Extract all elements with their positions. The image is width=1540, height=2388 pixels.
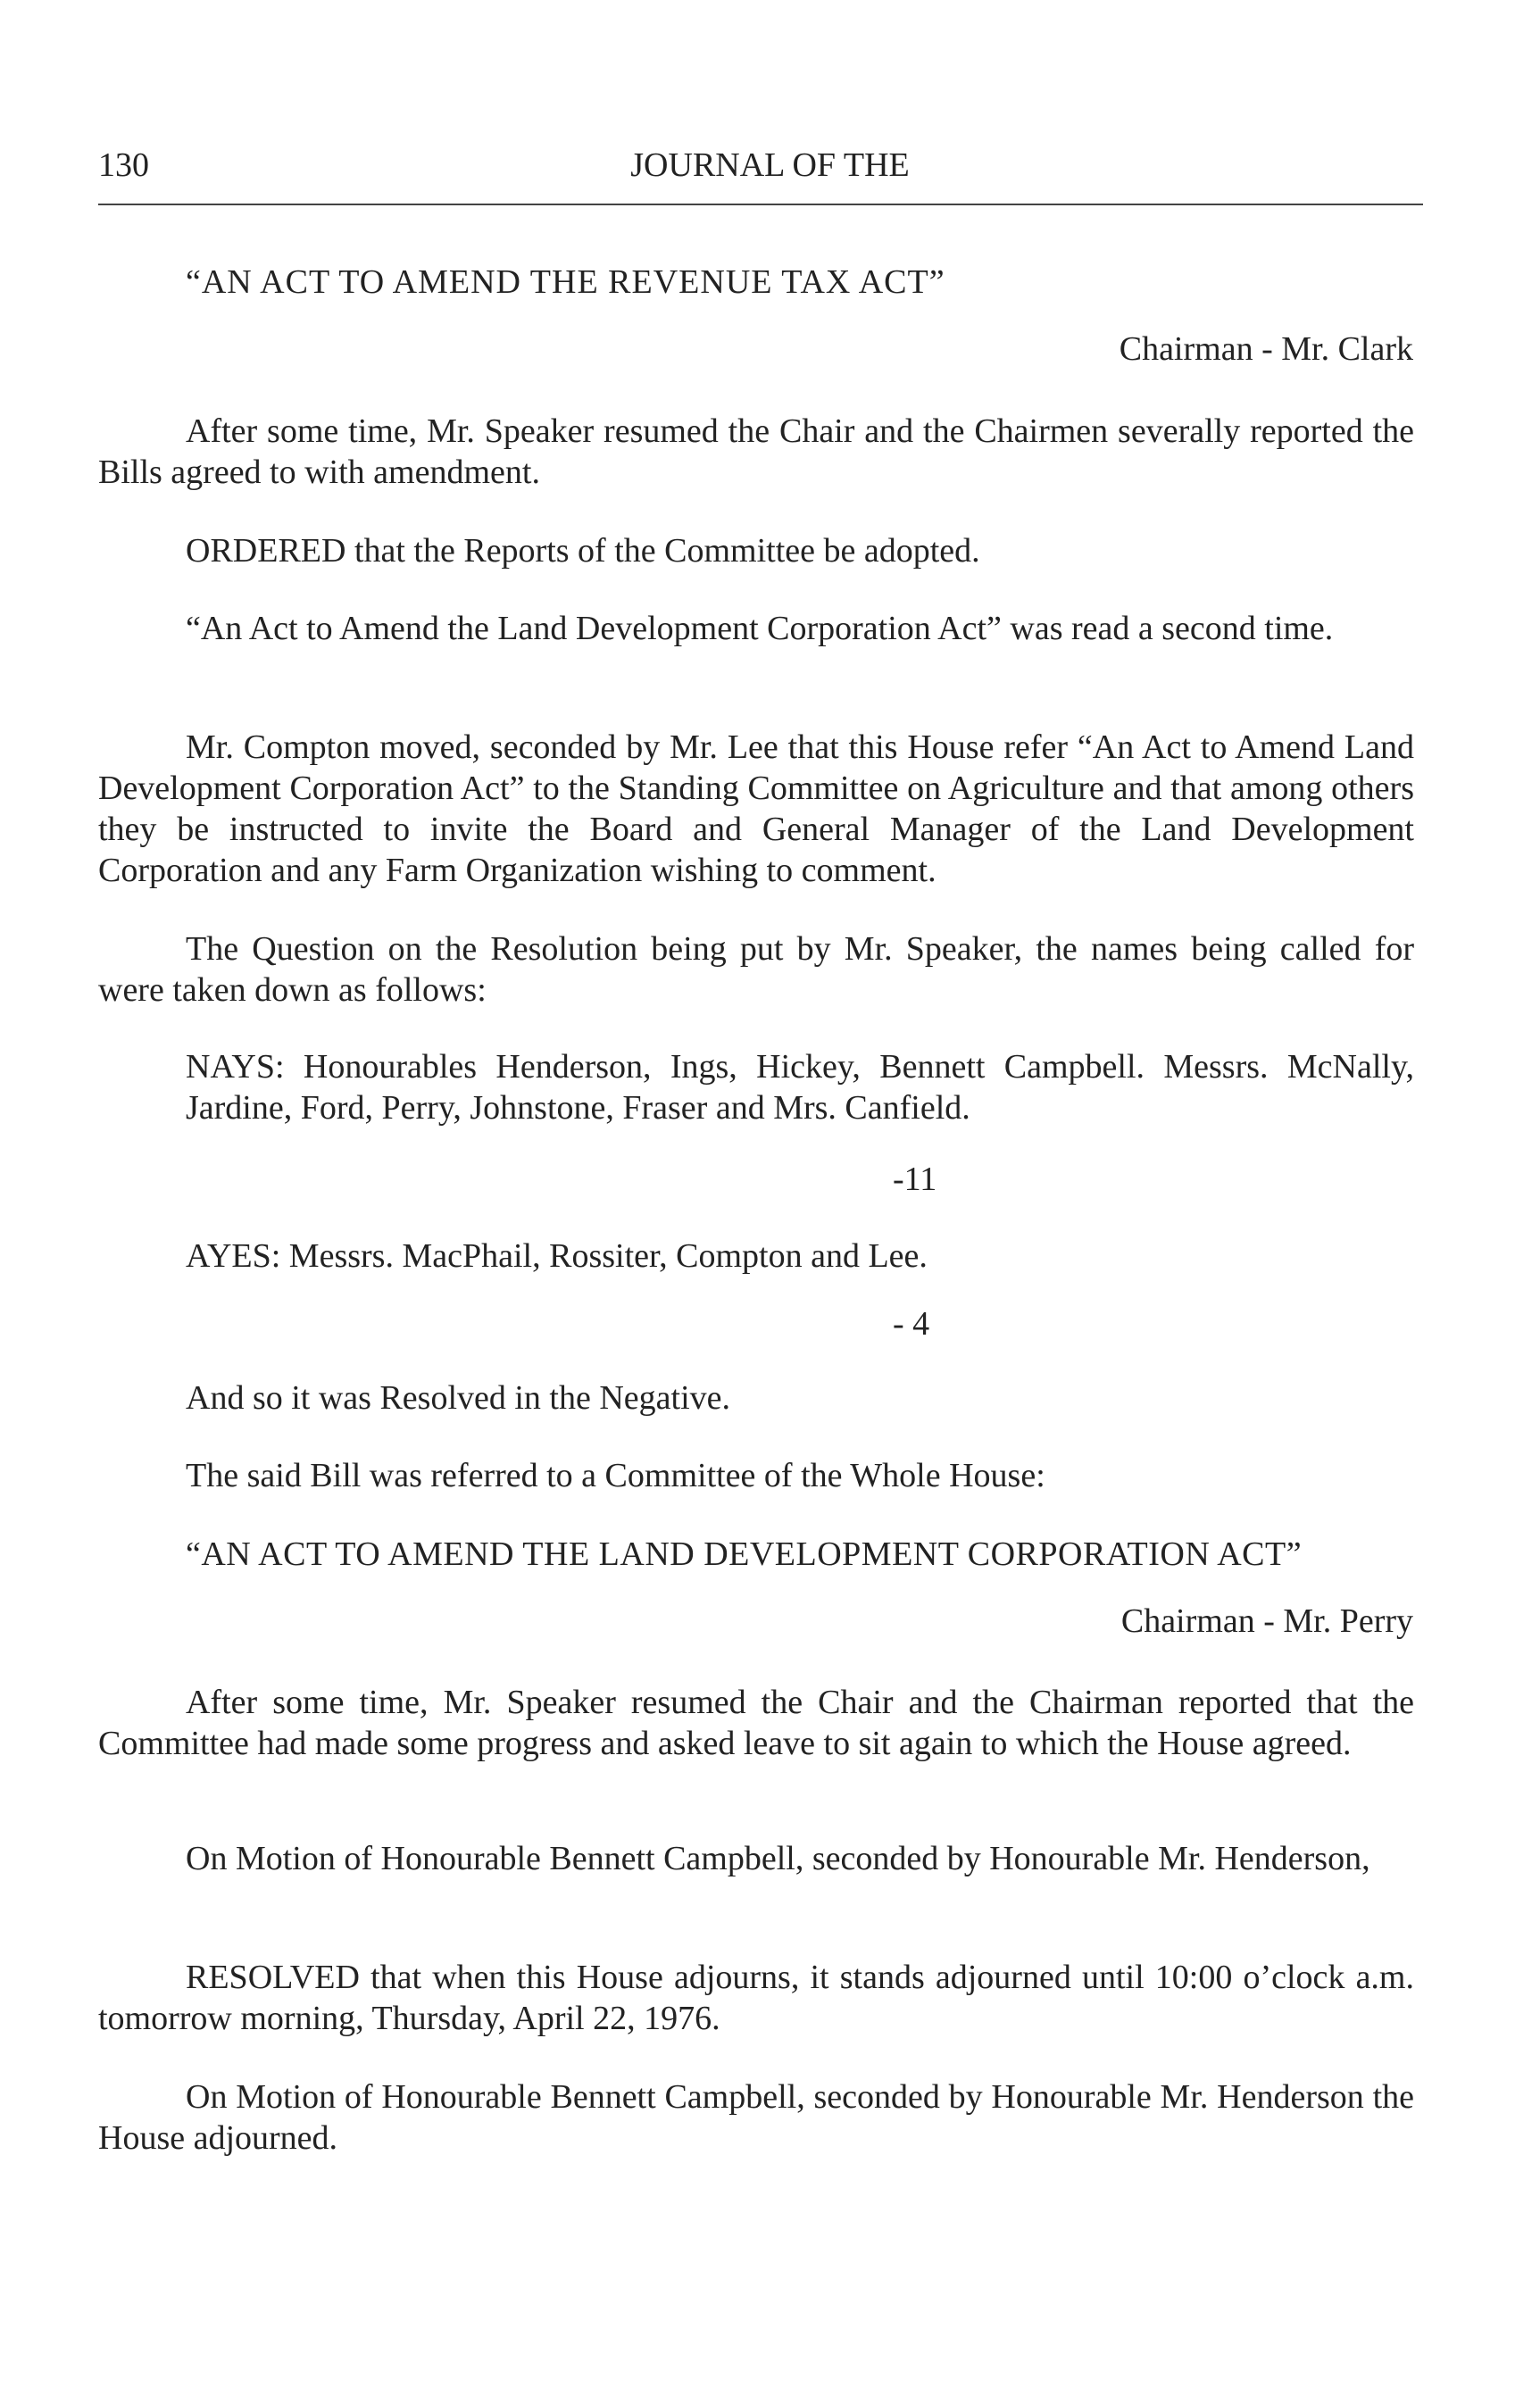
paragraph-speaker-resumed-2: After some time, Mr. Speaker resumed the Chair and the Chairman reported that the Committee had made some progress and asked leave to sit again to which the House agreed.	[98, 1684, 1414, 1762]
paragraph-question: The Question on the Resolution being put by Mr. Speaker, the names being called for were taken down as follows:	[98, 930, 1414, 1009]
nays-list: NAYS: Honourables Henderson, Ings, Hickey, Bennett Campbell. Messrs. McNally, Jardine, Ford, Perry, Johnstone, Fraser and Mrs. Canfield.	[186, 1048, 1414, 1127]
header-rule	[98, 204, 1423, 205]
paragraph-compton-moved: Mr. Compton moved, seconded by Mr. Lee that this House refer “An Act to Amend Land Development Corporation Act” to the Standing Committee on Agriculture and that among others they be instructed to invite the Board and General Manager of the Land Development Corporation and any Farm Organization wishing to comment.	[98, 728, 1414, 889]
nays-count: -11	[893, 1161, 937, 1198]
running-title: JOURNAL OF THE	[630, 146, 910, 184]
page-number: 130	[98, 146, 149, 184]
chairman-clark: Chairman - Mr. Clark	[1119, 330, 1413, 368]
ayes-list: AYES: Messrs. MacPhail, Rossiter, Compton and Lee.	[186, 1237, 928, 1275]
bill-title-revenue-tax-act: “AN ACT TO AMEND THE REVENUE TAX ACT”	[186, 263, 945, 301]
paragraph-resolved-adjourn: RESOLVED that when this House adjourns, it stands adjourned until 10:00 o’clock a.m. tomorrow morning, Thursday, April 22, 1976.	[98, 1959, 1414, 2037]
ayes-count: - 4	[893, 1305, 930, 1343]
paragraph-speaker-resumed-1: After some time, Mr. Speaker resumed the Chair and the Chairmen severally reported the Bills agreed to with amendment.	[98, 412, 1414, 491]
paragraph-motion-2: On Motion of Honourable Bennett Campbell, seconded by Honourable Mr. Henderson the House adjourned.	[98, 2078, 1414, 2157]
paragraph-referred: The said Bill was referred to a Committee of the Whole House:	[186, 1457, 1045, 1494]
paragraph-resolved-negative: And so it was Resolved in the Negative.	[186, 1379, 731, 1417]
bill-title-land-development-act: “AN ACT TO AMEND THE LAND DEVELOPMENT CORPORATION ACT”	[186, 1535, 1303, 1573]
chairman-perry: Chairman - Mr. Perry	[1120, 1602, 1413, 1640]
paragraph-second-reading: “An Act to Amend the Land Development Corporation Act” was read a second time.	[186, 610, 1334, 647]
paragraph-motion-1: On Motion of Honourable Bennett Campbell, seconded by Honourable Mr. Henderson,	[186, 1840, 1370, 1877]
paragraph-ordered: ORDERED that the Reports of the Committee be adopted.	[186, 532, 980, 570]
